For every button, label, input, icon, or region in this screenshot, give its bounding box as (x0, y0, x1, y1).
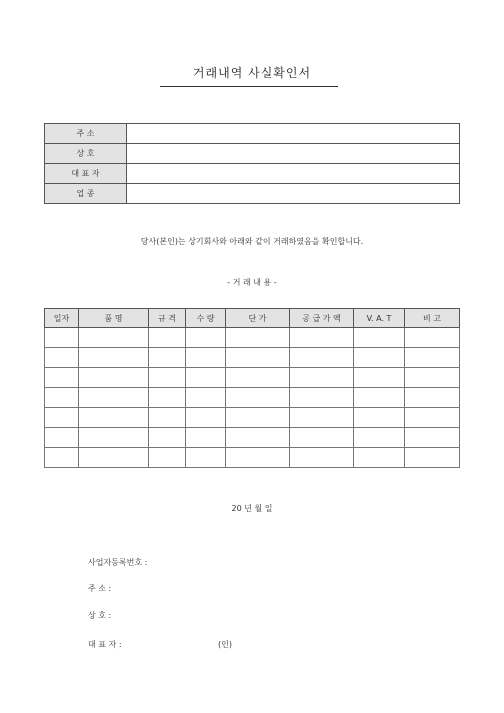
info-row-company-name (45, 144, 460, 164)
table-row (45, 328, 460, 348)
table-cell[interactable] (149, 388, 186, 408)
table-cell[interactable] (405, 368, 460, 388)
info-value-company-name[interactable] (127, 144, 460, 164)
table-cell[interactable] (226, 348, 290, 368)
table-cell[interactable] (186, 388, 226, 408)
table-cell[interactable] (149, 348, 186, 368)
table-cell[interactable] (186, 448, 226, 468)
column-header: 품 명 (79, 309, 149, 328)
signature-row-company-name (88, 610, 165, 621)
column-header: V. A. T (354, 309, 405, 328)
table-cell[interactable] (45, 428, 79, 448)
column-header: 비 고 (405, 309, 460, 328)
column-header: 일자 (45, 309, 79, 328)
table-row (45, 388, 460, 408)
info-label-company-name: 상 호 (45, 144, 127, 164)
table-cell[interactable] (405, 388, 460, 408)
section-title: - 거 래 내 용 - (227, 278, 277, 287)
table-cell[interactable] (405, 448, 460, 468)
table-cell[interactable] (354, 328, 405, 348)
info-value-address[interactable] (127, 124, 460, 144)
table-cell[interactable] (149, 368, 186, 388)
table-cell[interactable] (354, 428, 405, 448)
info-row-address (45, 124, 460, 144)
table-cell[interactable] (149, 328, 186, 348)
signature-label-registration: 사업자등록번호 : (88, 558, 148, 567)
table-cell[interactable] (226, 408, 290, 428)
table-cell[interactable] (290, 328, 354, 348)
table-cell[interactable] (79, 328, 149, 348)
table-cell[interactable] (290, 348, 354, 368)
table-cell[interactable] (405, 328, 460, 348)
column-header: 공 급 가 액 (290, 309, 354, 328)
table-row (45, 348, 460, 368)
table-cell[interactable] (79, 388, 149, 408)
table-cell[interactable] (45, 328, 79, 348)
table-cell[interactable] (186, 368, 226, 388)
signature-label-representative: 대 표 자 : (88, 640, 122, 649)
table-cell[interactable] (354, 448, 405, 468)
table-cell[interactable] (186, 428, 226, 448)
transaction-header-row (45, 309, 460, 328)
table-cell[interactable] (79, 368, 149, 388)
table-cell[interactable] (45, 368, 79, 388)
table-cell[interactable] (354, 348, 405, 368)
table-cell[interactable] (149, 428, 186, 448)
info-value-representative[interactable] (127, 164, 460, 184)
signature-row-registration (88, 557, 150, 568)
document-title: 거래내역 사실확인서 (192, 66, 312, 80)
signature-label-company-name: 상 호 : (88, 611, 112, 620)
table-cell[interactable] (79, 348, 149, 368)
info-label-address: 주 소 (45, 124, 127, 144)
table-cell[interactable] (405, 348, 460, 368)
table-cell[interactable] (226, 328, 290, 348)
table-cell[interactable] (290, 428, 354, 448)
info-row-representative (45, 164, 460, 184)
date-line: 20 년 월 일 (231, 504, 273, 513)
table-cell[interactable] (149, 408, 186, 428)
confirmation-statement: 당사(본인)는 상기회사와 아래와 같이 거래하였음을 확인합니다. (140, 237, 364, 246)
signature-row-representative (88, 639, 165, 650)
info-label-business-type: 업 종 (45, 184, 127, 204)
transaction-body (45, 328, 460, 468)
table-cell[interactable] (79, 428, 149, 448)
table-cell[interactable] (354, 388, 405, 408)
info-value-business-type[interactable] (127, 184, 460, 204)
transaction-table (44, 308, 460, 468)
table-cell[interactable] (45, 408, 79, 428)
table-row (45, 428, 460, 448)
table-cell[interactable] (79, 448, 149, 468)
table-cell[interactable] (290, 408, 354, 428)
table-cell[interactable] (405, 428, 460, 448)
table-cell[interactable] (149, 448, 186, 468)
table-cell[interactable] (45, 388, 79, 408)
table-cell[interactable] (186, 408, 226, 428)
column-header: 단 가 (226, 309, 290, 328)
table-cell[interactable] (226, 388, 290, 408)
table-cell[interactable] (226, 428, 290, 448)
info-label-representative: 대 표 자 (45, 164, 127, 184)
table-row (45, 448, 460, 468)
table-cell[interactable] (186, 348, 226, 368)
title-underline (160, 86, 338, 87)
table-row (45, 368, 460, 388)
column-header: 수 량 (186, 309, 226, 328)
company-info-table (44, 123, 460, 204)
table-cell[interactable] (45, 348, 79, 368)
table-cell[interactable] (290, 448, 354, 468)
info-row-business-type (45, 184, 460, 204)
table-cell[interactable] (186, 328, 226, 348)
table-cell[interactable] (405, 408, 460, 428)
table-cell[interactable] (354, 368, 405, 388)
table-cell[interactable] (45, 448, 79, 468)
table-cell[interactable] (226, 368, 290, 388)
column-header: 규 격 (149, 309, 186, 328)
table-cell[interactable] (79, 408, 149, 428)
seal-mark: (인) (218, 640, 232, 649)
table-cell[interactable] (226, 448, 290, 468)
table-cell[interactable] (290, 388, 354, 408)
table-cell[interactable] (290, 368, 354, 388)
table-cell[interactable] (354, 408, 405, 428)
signature-label-address: 주 소 : (88, 584, 112, 593)
table-row (45, 408, 460, 428)
signature-row-address (88, 583, 165, 594)
